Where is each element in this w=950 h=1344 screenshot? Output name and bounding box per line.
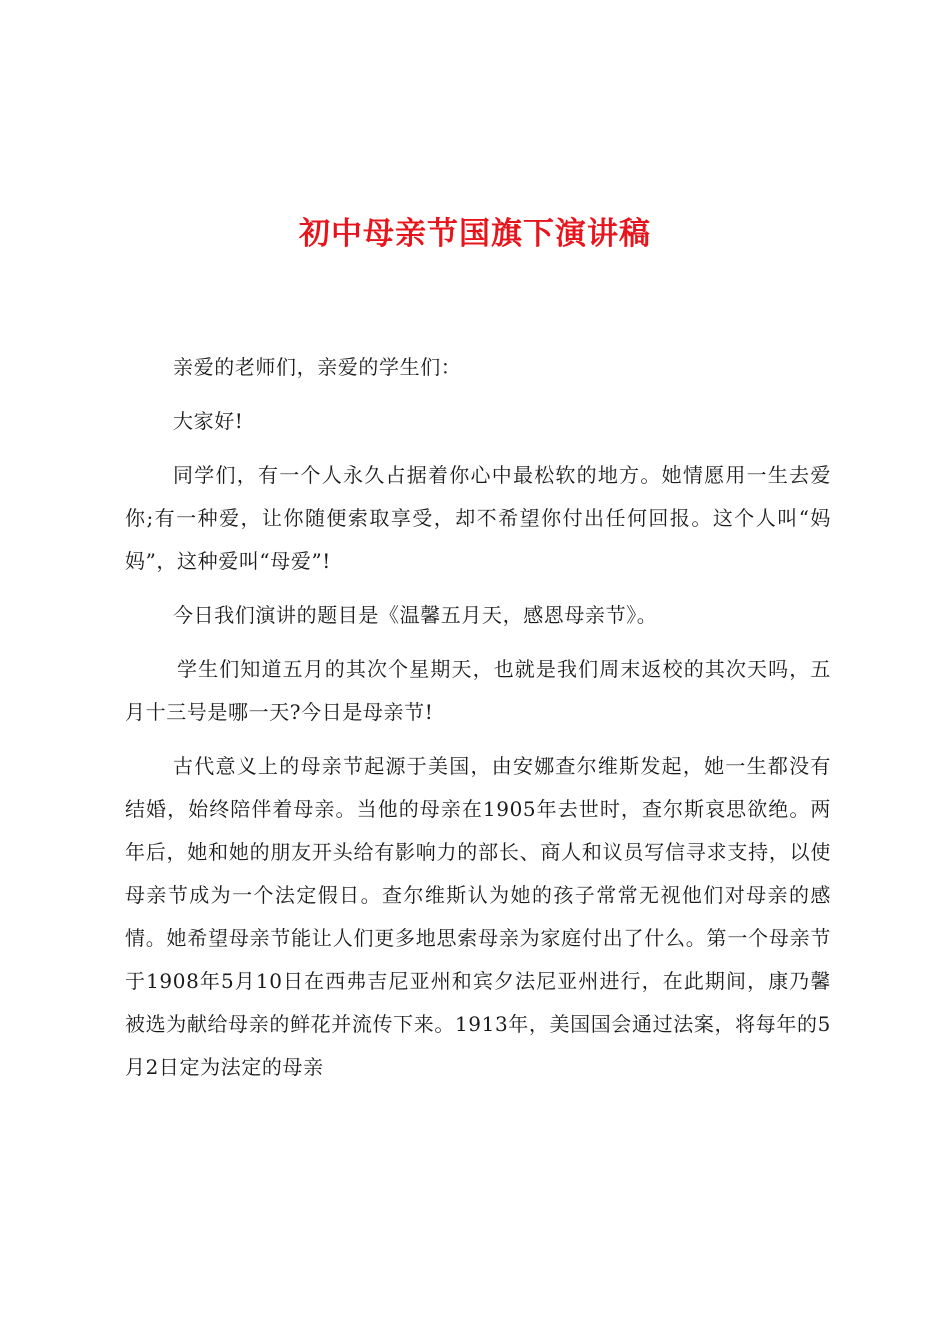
history-paragraph: 古代意义上的母亲节起源于美国，由安娜查尔维斯发起，她一生都没有结婚，始终陪伴着母亲。当他的母亲在1905年去世时，查尔斯哀思欲绝。两年后，她和她的朋友开头给有影响力的部长、商人和议员写信寻求支持，以使母亲节成为一个法定假日。查尔维斯认为她的孩子常常无视他们对母亲的感情。她希望母亲节能让人们更多地思索母亲为家庭付出了什么。第一个母亲节于1908年5月10日在西弗吉尼亚州和宾夕法尼亚州进行，在此期间，康乃馨被选为献给母亲的鲜花并流传下来。1913年，美国国会通过法案，将每年的5月2日定为法定的母亲 bbox=[125, 754, 831, 1079]
topic-paragraph: 今日我们演讲的题目是《温馨五月天，感恩母亲节》。 bbox=[173, 603, 658, 627]
document-body bbox=[125, 346, 831, 1100]
document-title: 初中母亲节国旗下演讲稿 bbox=[299, 216, 651, 252]
greeting-paragraph: 大家好! bbox=[173, 409, 244, 433]
intro-paragraph: 同学们，有一个人永久占据着你心中最松软的地方。她情愿用一生去爱你;有一种爱，让你随便索取享受，却不希望你付出任何回报。这个人叫“妈妈”，这种爱叫“母爱”! bbox=[125, 463, 831, 573]
question-paragraph: 学生们知道五月的其次个星期天，也就是我们周末返校的其次天吗，五月十三号是哪一天?今日是母亲节! bbox=[125, 657, 831, 724]
salutation-paragraph: 亲爱的老师们，亲爱的学生们： bbox=[173, 355, 462, 379]
